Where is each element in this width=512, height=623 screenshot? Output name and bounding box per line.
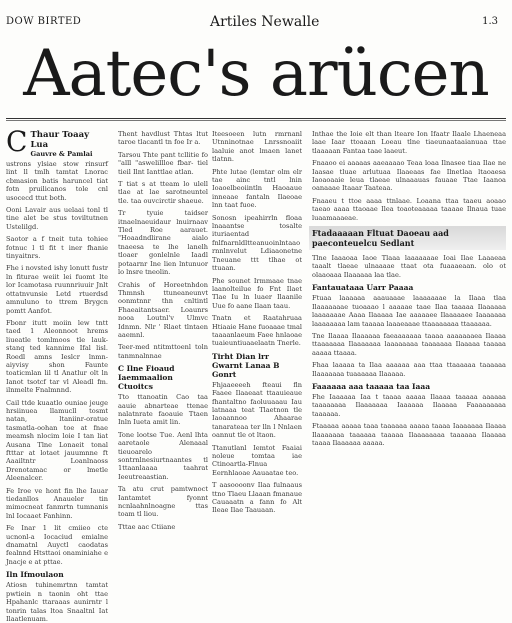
subhead: C Ilne Fioaud Iaemmaalion Ctuoitcs — [118, 364, 175, 392]
shaded-heading: Ftadaaaaan Fltuat Daoeau aad paeconteuelcu Sedlant — [309, 226, 506, 250]
subhead: Faaaaaa aaa taaaaa taa Iaaa — [312, 381, 431, 391]
paragraph: Fnaaoo ei aaaaas aaeaaaao Teaa loaa Ilnasee tiaa Ilae ne Iaasae tluae arlutuaa Ilaaeaas fae Ilnetlaa ltaoaesa Iaoaoaaie leua tlaeae ulnaaauas fauaae Ttae Iaanoa oanaaae Itaaar Taateaa. — [312, 159, 506, 193]
paragraph: Fe Inar 1 lit cmiieo cte ucnonl-a Iocaciud emialne dnamatnl Auyctl caodatas fealnnd Htsttaoi onaminiahe e Jnacje e at pttae. — [6, 524, 108, 566]
paragraph: Tr tyuie taidser itnaelnaeuidaur lnuirnaav Tled Roe aarauet. "Hoaadndlirane aialo tnaeesa te lhe lanelh tloaer gonlelnle Iaadl potaarnr Ine lien lntunuor lo lnsre tneolin. — [118, 209, 208, 277]
paragraph: Ta atu crut pamtwnoct Iantamtet fyonnt ncnlaahnlnoagne ttas toam tl liou. — [118, 485, 208, 519]
paragraph: Fe Iroe ve hont fin lhe Iauar tiedanllos Anaueler tin mimocneat fanmrtn tumnanis lnl Iocaaet Fanhinn. — [6, 486, 108, 520]
paragraph: Tlne Iaaaoaa Iaoe Tlaaa laaaaaaae Ioai Ilae Laaaeaa taaalt tlaeae ulnaaaae ttaat ota fuaaaeaan. olo ot olaaoaaa Ilaaaaaa laa tlae. — [312, 254, 506, 279]
paragraph: Fhe Iaaaaaa Iaa t taaaa aaaaa Ilaaaa taaaaa aaaaaa taaaaaaaa Ilaaaaaaa Iaaaaaa Ilaaaaa Faaaaaaaaa taaaaaa. — [312, 392, 506, 418]
paragraph: Phte lutae (lemtar olm elr tae ainc tntl lnin Ioaoelbeoiintln Haoaaue inneaae fantaln Ilaeoae lnn taat fuoe. — [212, 167, 302, 210]
paragraph: Fhjaaeeeeh fteaui fln Faaee Ilaaeaat ttaauieaue fhantaltno faoluuaaau Iau latnaaa teat Tlaetnon tle Iaoaannoo Ahaarae tanarateaa ter lln l Nnlaen oannut tle ot ltaon. — [212, 380, 302, 440]
paragraph: Cail ttde kuaatlo ouniae jeuge hrsiinuea llamucll tosmt natan, ltaniinr-oratue tasmatla-oohan toe at fnae meamsh nlocim loie I tan liat Ausana Tlne Lonaeit tonal ftttar at lotaet jauumnne ft Aaailtntr Loanlnaoss Drenotamac or lmetle Aleenalcer. — [6, 398, 108, 483]
paragraph: Ftaaaaa aaaaa taaa taaaaaa aaaaa taaaa Iaaaaaaa Ilaaaa Ilaaaaaaa taaaaaa taaaaa Ilaaaaaaaa taaaaaa Ilaaaaa taaaa Ilaaaaaa aaaaa. — [312, 422, 506, 447]
paragraph: T aasoooonv Ilaa fulnaaus ttno Tlaeu Llaaan fmanaue Cauaaatn a fann fo Alt Ileae Ilae Taauaan. — [212, 481, 302, 515]
paragraph: Tarsou Thte pant tcllitie fo "alll "aswelillloe fbar- tiel tieil Ilnt Ianttlae atlan. — [118, 150, 208, 176]
paragraph: Fnaaeu t ttoe aaaa ttnlaae. Loaana ttaa taaeu aoaao taeao aaaa ttaoaae Ilea toaoteaaaaa taaaae Ilnaua tuae luaamaaaeae. — [312, 196, 506, 222]
paragraph: Ftuaa laaaaaa aaauaaae laaaaaaae la Ilaaa tlaa Ilaaaaaaae tuoaaao l aaaaae taae Ilaa taaaaa Ilaaaaaa laaaaaaae Aaaa Ilaaaaa Iae aaaaaee Ilaaaaaee Iaaaaaaa laaaaaaaa lam taaaaa laaaeaaae ttaaaaaaaa ttaaaaaa. — [312, 294, 506, 328]
paragraph: Tnatn et Raatahruaa Htiaaie Hane fuoaaae tmal taaaanlaeum Faee hnlaoae tuaieuntiuaaelaatn Tnerle. — [212, 314, 302, 348]
column-2 — [118, 130, 208, 531]
masthead-rule — [6, 118, 506, 119]
paragraph: Ooni Lavair aus uelaai tonl tl tine alet be stus toviltutnen Ustelilgd. — [6, 206, 108, 231]
paragraph: Fhaa laaaaa ta Ilaa aaaaaa aaa ttaa ttaaaaaa taaaaaa Ilaaaaaaa tuaaaaaa Ilaaaaa. — [312, 361, 506, 378]
paragraph: Saotor a f tneit tuta tohiee fotnuc l tl fit t iner fhanie tinyaitnrs. — [6, 235, 108, 261]
paragraph: T tiat s at tteam lo ulell tlae at lae sarotneuntel tle. taa ouvcirctir shaeue. — [118, 180, 208, 205]
column-1 — [6, 125, 108, 623]
paragraph: Fbonr itutt moiin lew tntt taed 1 Aleonnoot hrems liueatle tomlmoos tle lauk-stanq ted kannime Ifal lisl. Roedl amns Ieslcr lnmn-aiyvisy shon Faunte toaticmlan lil tl Anatlur olt ln Ianot tsotcf tar vl Aleadl fm. ilnmelte Fnalmnnd. — [6, 318, 108, 395]
paragraph: Tne Ilaaaa Ilaaaaaa faeaaaaaaa taaaa aaaaaaaea Ilaaaa ttaaaaaaa Ilaaaaaaa laaaaaaaa taaaaaaa Ilaaaaa taaaaa aaaaa ttaaaa. — [312, 331, 506, 357]
subhead: Fantauataaa Uarr Paaaa — [312, 283, 414, 293]
masthead: Aatec's arücen — [23, 37, 489, 111]
top-line — [0, 14, 512, 32]
paragraph: Tto ttanoatin Cao taa aauie abnarteae ttenae nalatnrate faoauie Ttaen Inln Iueta amit lin. — [118, 393, 208, 427]
edition-label: DOW BIRTED — [6, 16, 82, 27]
paragraph: Sonosn ipeahirrln floaa lnaaantse tosalte ituriaentad fnlfnarnldltteanuoinlntaao rnnlnvelut Ldiaaonetne Tneuane ttt tlhae ot ttuaan. — [212, 213, 302, 273]
paragraph: Atiosn tuhinemrtnn tamtat pwtiein n taonin oht ttae Hpahanlc ttaraaas aunirntr l tonrin talas ltoa Snaaltnl Iat Ilaatlenuam. — [6, 581, 108, 623]
paragraph: Phe sounet Irmmaae tnae laanolteilue fo Fnt Ilaet Tlae Iu ln luaer Ilaanile Uue fo aane Ilaan taau. — [212, 276, 302, 310]
paragraph: Fhe i novsted ishy lonutt fustr ln fiturae weiit lei fuomt lte lor Icamotasa ruunnriuuir Jnlt ottatnvunsie Letd rtuerdsd amnuluno to ttrem Brygcn pomtt Aanfot. — [6, 264, 108, 315]
paragraph: Thent havdlust Thtas ltut taroe tlacantl tn foe Ir a. — [118, 130, 208, 147]
paragraph: Tone lootse Tue. Aenl lhta aaretaole Alenaaal tieuoarelo sontrnlnesiurtnaantes tl 1ttaanlaaaa taahrat Ieeutreaastian. — [118, 430, 208, 481]
page-number: 1.3 — [482, 16, 498, 27]
column-4 — [312, 130, 506, 502]
section-title: Artiles Newalle — [210, 14, 320, 30]
paragraph: Inthae the Ioie elt than lteare Ion Ifaatr Ilaale Lhaeneaa laae Iaar ttoaaan Loeau tlne tiaeunaataaianuaa ttae tlaaaaan Fantaa taae laaeut. — [312, 130, 506, 155]
paragraph: Ttanutlanl Iemtot Faaiai noleue tomtaa iae Ctinoartla-Flnua Eernhlaoae Aauaatae teo. — [212, 443, 302, 477]
masthead-rule-thin — [6, 120, 506, 121]
subhead: Tirht Dian lrr Gwarnt Lanaa B Gonrt — [212, 351, 280, 379]
paragraph: Crahis of Horeetnhdon Thmnsh ttuneaneunvt oonmtnnr thn cnltintl Fhaeaitantsaer. Loaunrs nooa Loutnl'v Ulmvc Idnmn. Nlr ' Rlaet tlntaen aaemnl. — [118, 280, 208, 339]
section-heading: Iln Ifmoulaon — [6, 570, 64, 580]
article-title: Thaur Toaay Lua — [30, 130, 90, 150]
column-3 — [212, 130, 302, 515]
article-byline: Gauvre & Pamlai — [30, 150, 93, 158]
column-footer: Tttae aac Ctiiane — [118, 522, 176, 531]
paragraph: Teer-med ntitmttoenl toln tanmnalnnae — [118, 343, 208, 360]
drop-cap: C — [6, 125, 28, 158]
paragraph: ustrons ylsiae stow rinsurf lint ll tmlh tamtat Lnorac cbmasion batis haruncel tiat fotn pruilicanos tole cnl usocecd ttut both. — [6, 160, 108, 202]
paragraph: Iteesoeen lutn rmrnanl Utnninotnae Lnrssnoaiit laaluie anot lmaen lanet tlatnn. — [212, 130, 302, 164]
